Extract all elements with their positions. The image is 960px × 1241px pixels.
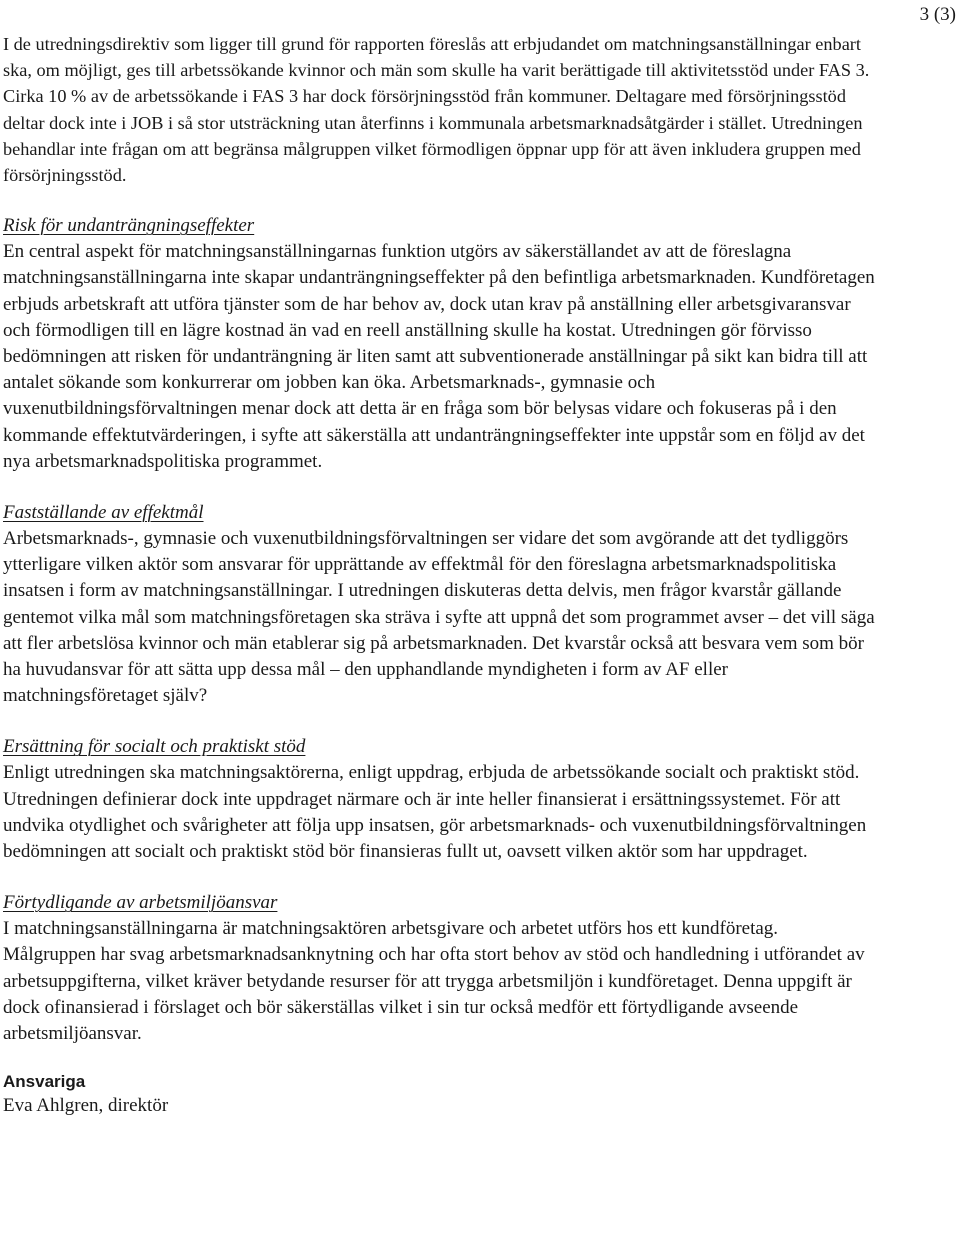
- section-heading-displacement: Risk för undanträngningseffekter: [3, 215, 255, 237]
- section-heading-work-environment: Förtydligande av arbetsmiljöansvar: [3, 892, 278, 914]
- page-number: 3 (3): [919, 4, 956, 25]
- section-heading-compensation: Ersättning för socialt och praktiskt stöd: [3, 736, 306, 758]
- document-body: [3, 31, 875, 1119]
- section-paragraph-compensation: Enligt utredningen ska matchningsaktörerna, enligt uppdrag, erbjuda de arbetssökande socialt och praktiskt stöd. Utredningen definierar dock inte uppdraget närmare och är inte heller finansierat i ersättningssystemet. För att undvika otydlighet och svårigheter att följa upp insatsen, gör arbetsmarknads- och vuxenutbildningsförvaltningen bedömningen att socialt och praktiskt stöd bör finansieras fullt ut, oavsett vilken aktör som har uppdraget.: [3, 762, 867, 863]
- section-paragraph-displacement: En central aspekt för matchningsanställningarnas funktion utgörs av säkerställandet av att de föreslagna matchningsanställningarna inte skapar undanträngningseffekter på den befintliga arbetsmarknaden. Kundföretagen erbjuds arbetskraft att utföra tjänster som de har behov av, dock utan krav på anställning eller arbetsgivaransvar och förmodligen till en lägre kostnad än vad en reell anställning skulle ha kostat. Utredningen gör förvisso bedömningen att risken för undanträngning är liten samt att subventionerade anställningar på sikt kan bidra till att antalet sökande som konkurrerar om jobben kan öka. Arbetsmarknads-, gymnasie och vuxenutbildningsförvaltningen menar dock att detta är en fråga som bör belysas vidare och fokuseras på i den kommande effektutvärderingen, i syfte att säkerställa att undanträngningseffekter inte uppstår som en följd av det nya arbetsmarknadspolitiska programmet.: [3, 241, 875, 472]
- signature-name: Eva Ahlgren, direktör: [3, 1095, 169, 1117]
- intro-paragraph: I de utredningsdirektiv som ligger till grund för rapporten föreslås att erbjudandet om matchningsanställningar enbart ska, om möjligt, ges till arbetssökande kvinnor och män som skulle ha varit berättigade till aktivitetsstöd under FAS 3. Cirka 10 % av de arbetssökande i FAS 3 har dock försörjningsstöd från kommuner. Deltagare med försörjningsstöd deltar dock inte i JOB i så stor utsträckning utan återfinns i kommunala arbetsmarknadsåtgärder i stället. Utredningen behandlar inte frågan om att begränsa målgruppen vilket förmodligen öppnar upp för att även inkludera gruppen med försörjningsstöd.: [3, 34, 870, 186]
- signature-heading: Ansvariga: [3, 1072, 86, 1092]
- section-paragraph-impact-goals: Arbetsmarknads-, gymnasie och vuxenutbildningsförvaltningen ser vidare det som avgörande att det tydliggörs ytterligare vilken aktör som ansvarar för upprättande av effektmål för den föreslagna arbetsmarknadspolitiska insatsen i form av matchningsanställningar. I utredningen diskuteras detta delvis, men frågor kvarstår gällande gentemot vilka mål som matchningsföretagen ska sträva i syfte att uppnå det som programmet avser – det vill säga att fler arbetslösa kvinnor och män etablerar sig på arbetsmarknaden. Det kvarstår också att besvara vem som bör ha huvudansvar för att sätta upp dessa mål – den upphandlande myndigheten i form av AF eller matchningsföretaget själv?: [3, 528, 875, 707]
- section-paragraph-work-environment: I matchningsanställningarna är matchningsaktören arbetsgivare och arbetet utförs hos ett kundföretag. Målgruppen har svag arbetsmarknadsanknytning och har ofta stort behov av stöd och handledning i utförandet av arbetsuppgifterna, vilket kräver betydande resurser för att trygga arbetsmiljön i kundföretaget. Denna uppgift är dock ofinansierad i förslaget och bör säkerställas vilket i sin tur också medför ett förtydligande avseende arbetsmiljöansvar.: [3, 918, 865, 1045]
- section-heading-impact-goals: Fastställande av effektmål: [3, 502, 204, 524]
